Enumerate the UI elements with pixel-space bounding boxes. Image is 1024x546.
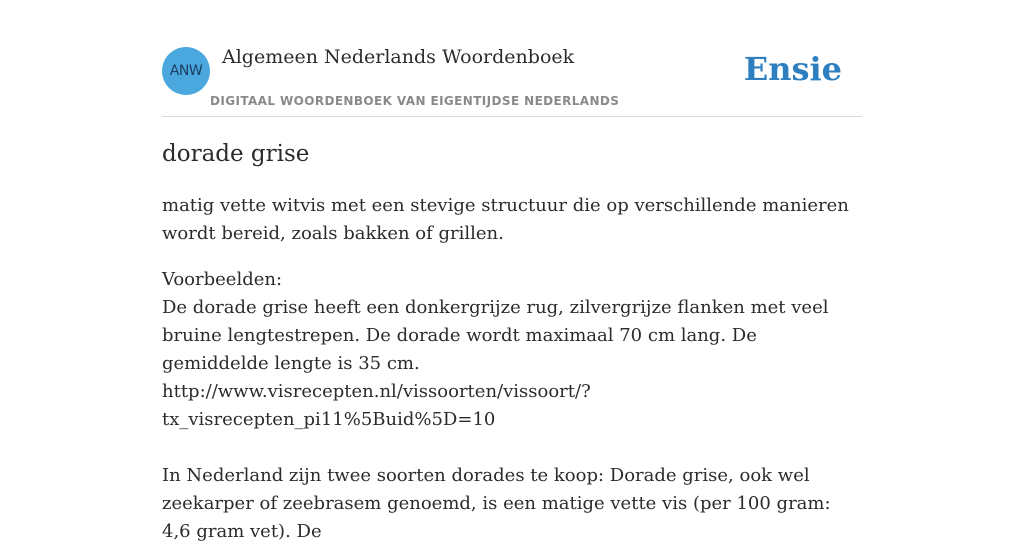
- examples-label: Voorbeelden:: [162, 269, 283, 290]
- anw-logo[interactable]: [162, 47, 210, 95]
- site-title[interactable]: Algemeen Nederlands Woordenboek: [222, 46, 575, 68]
- entry-content: [162, 138, 862, 546]
- example-source: [162, 378, 862, 434]
- entry-definition: matig vette witvis met een stevige structuur die op verschillende manieren wordt bereid, zoals bakken of grillen.: [162, 195, 849, 244]
- ensie-brand-link[interactable]: Ensie: [743, 50, 842, 88]
- example-text: In Nederland zijn twee soorten dorades te koop: Dorade grise, ook wel zeekarper of zeebrasem genoemd, is een matige vette vis (per 100 gram: 4,6 gram vet). De: [162, 465, 831, 542]
- site-tagline: DIGITAAL WOORDENBOEK VAN EIGENTIJDSE NEDERLANDS: [210, 94, 620, 108]
- example-source-line-1: http://www.visrecepten.nl/vissoorten/vissoort/?: [162, 381, 591, 402]
- example-source-line-2: tx_visrecepten_pi11%5Buid%5D=10: [162, 409, 496, 430]
- logo-text: ANW: [169, 63, 203, 79]
- entry-headword: dorade grise: [162, 141, 310, 167]
- site-header: [162, 44, 862, 117]
- example-text: De dorade grise heeft een donkergrijze rug, zilvergrijze flanken met veel bruine lengtestrepen. De dorade wordt maximaal 70 cm lang. De gemiddelde lengte is 35 cm.: [162, 297, 829, 374]
